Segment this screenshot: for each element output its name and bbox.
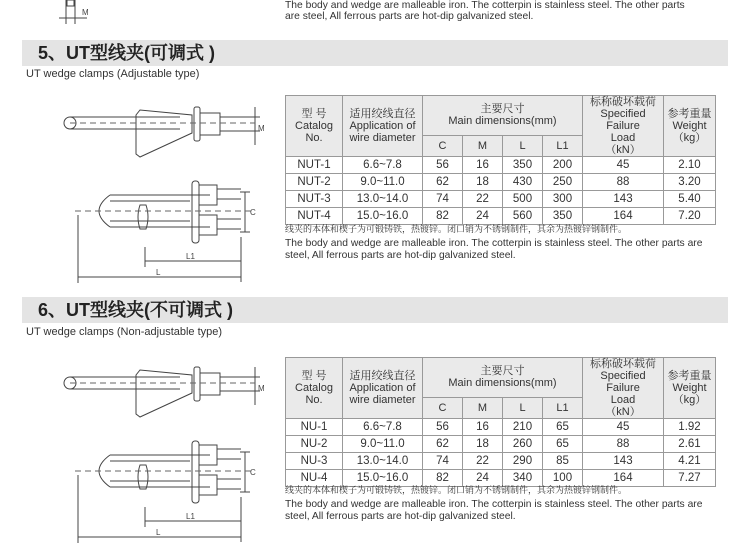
section-header [22,297,728,323]
table-cell: 290 [503,453,543,470]
dim-label-m: M [258,384,265,393]
header-weight: 参考重量 Weight （kg） [664,358,716,419]
table-cell: 300 [543,191,583,208]
table-cell: NU-4 [286,470,343,487]
spec-table [285,95,716,225]
table-cell: 85 [543,453,583,470]
table-cell: 65 [543,436,583,453]
header-l1: L1 [543,135,583,156]
table-cell: 350 [543,208,583,225]
table-cell: 45 [583,157,664,174]
top-note-line1: The body and wedge are malleable iron. The cotterpin is stainless steel. The other parts [285,0,685,11]
table-cell: 45 [583,419,664,436]
table-cell: 18 [463,436,503,453]
table-cell: 88 [583,436,664,453]
header-c: C [423,135,463,156]
table-row [286,157,716,174]
table-cell: 82 [423,208,463,225]
section-subtitle: UT wedge clamps (Adjustable type) [26,68,200,80]
table-cell: NUT-2 [286,174,343,191]
header-wire-diameter: 适用绞线直径 Application of wire diameter [343,96,423,157]
table-cell: 9.0~11.0 [343,436,423,453]
header-main-dimensions: 主要尺寸 Main dimensions(mm) [423,358,583,398]
dim-label-c: C [250,208,256,217]
header-l: L [503,397,543,418]
table-cell: 2.61 [664,436,716,453]
table-cell: 100 [543,470,583,487]
table-row [286,208,716,225]
table-cell: 65 [543,419,583,436]
table-row [286,174,716,191]
table-cell: 143 [583,191,664,208]
table-cell: 24 [463,208,503,225]
section-header [22,40,728,66]
header-wire-diameter: 适用绞线直径 Application of wire diameter [343,358,423,419]
table-cell: NU-1 [286,419,343,436]
dim-label-l: L [156,528,161,537]
dim-label-l1: L1 [186,252,195,261]
table-cell: 164 [583,208,664,225]
header-main-dimensions: 主要尺寸 Main dimensions(mm) [423,96,583,136]
material-note [285,223,725,262]
table-cell: 16 [463,419,503,436]
table-cell: NUT-1 [286,157,343,174]
table-cell: NU-2 [286,436,343,453]
table-cell: 200 [543,157,583,174]
header-m: M [463,397,503,418]
table-cell: 350 [503,157,543,174]
dim-label-m: M [258,124,265,133]
top-note-line2: are steel, All ferrous parts are hot-dip galvanized steel. [285,11,534,22]
table-cell: 74 [423,191,463,208]
table-cell: 250 [543,174,583,191]
table-cell: 500 [503,191,543,208]
table-cell: 5.40 [664,191,716,208]
material-note-en: The body and wedge are malleable iron. The cotterpin is stainless steel. The other parts are steel, All ferrous parts are hot-dip galvanized steel. [285,499,703,522]
table-cell: 9.0~11.0 [343,174,423,191]
material-note-en: The body and wedge are malleable iron. The cotterpin is stainless steel. The other parts are steel, All ferrous parts are hot-dip galvanized steel. [285,238,703,261]
table-cell: 2.10 [664,157,716,174]
table-cell: 62 [423,436,463,453]
table-row [286,453,716,470]
header-catalog: 型 号 Catalog No. [286,358,343,419]
table-cell: 22 [463,191,503,208]
table-cell: 88 [583,174,664,191]
clamp-diagram [60,97,275,287]
header-failure-load: 标称破坏载荷 Specified Failure Load （kN） [583,358,664,419]
header-catalog: 型 号 Catalog No. [286,96,343,157]
table-cell: 6.6~7.8 [343,419,423,436]
table-cell: 15.0~16.0 [343,208,423,225]
table-cell: 1.92 [664,419,716,436]
table-cell: 340 [503,470,543,487]
table-cell: 56 [423,419,463,436]
table-cell: 22 [463,453,503,470]
table-cell: 7.20 [664,208,716,225]
material-note-cn: 线夹的本体和楔子为可锻铸铁，热镀锌。闭口销为不锈钢制件，其余为热镀锌钢制件。 [285,485,628,495]
table-cell: 24 [463,470,503,487]
table-cell: NUT-4 [286,208,343,225]
table-cell: 13.0~14.0 [343,453,423,470]
header-failure-load: 标称破坏载荷 Specified Failure Load （kN） [583,96,664,157]
dim-label-m: M [82,8,89,17]
dim-label-l: L [156,268,161,277]
table-cell: NU-3 [286,453,343,470]
table-cell: 13.0~14.0 [343,191,423,208]
table-cell: 143 [583,453,664,470]
table-cell: 6.6~7.8 [343,157,423,174]
table-cell: 210 [503,419,543,436]
clamp-diagram [60,357,275,547]
table-cell: 430 [503,174,543,191]
table-cell: NUT-3 [286,191,343,208]
table-cell: 18 [463,174,503,191]
table-cell: 164 [583,470,664,487]
section-title: 5、UT型线夹(可调式 ) [38,43,215,63]
table-cell: 560 [503,208,543,225]
header-weight: 参考重量 Weight （kg） [664,96,716,157]
header-l: L [503,135,543,156]
material-note [285,484,725,523]
table-cell: 3.20 [664,174,716,191]
top-note [285,0,745,22]
top-diagram-fragment [55,0,105,30]
table-cell: 260 [503,436,543,453]
header-m: M [463,135,503,156]
table-row [286,436,716,453]
table-cell: 7.27 [664,470,716,487]
spec-table [285,357,716,487]
table-cell: 56 [423,157,463,174]
table-cell: 15.0~16.0 [343,470,423,487]
section-title: 6、UT型线夹(不可调式 ) [38,300,233,320]
table-cell: 74 [423,453,463,470]
table-cell: 16 [463,157,503,174]
table-cell: 82 [423,470,463,487]
dim-label-c: C [250,468,256,477]
section-subtitle: UT wedge clamps (Non-adjustable type) [26,326,223,338]
table-row [286,419,716,436]
material-note-cn: 线夹的本体和楔子为可锻铸铁，热镀锌。闭口销为不锈钢制件，其余为热镀锌钢制件。 [285,224,628,234]
table-cell: 4.21 [664,453,716,470]
header-c: C [423,397,463,418]
header-l1: L1 [543,397,583,418]
table-cell: 62 [423,174,463,191]
dim-label-l1: L1 [186,512,195,521]
table-row [286,191,716,208]
